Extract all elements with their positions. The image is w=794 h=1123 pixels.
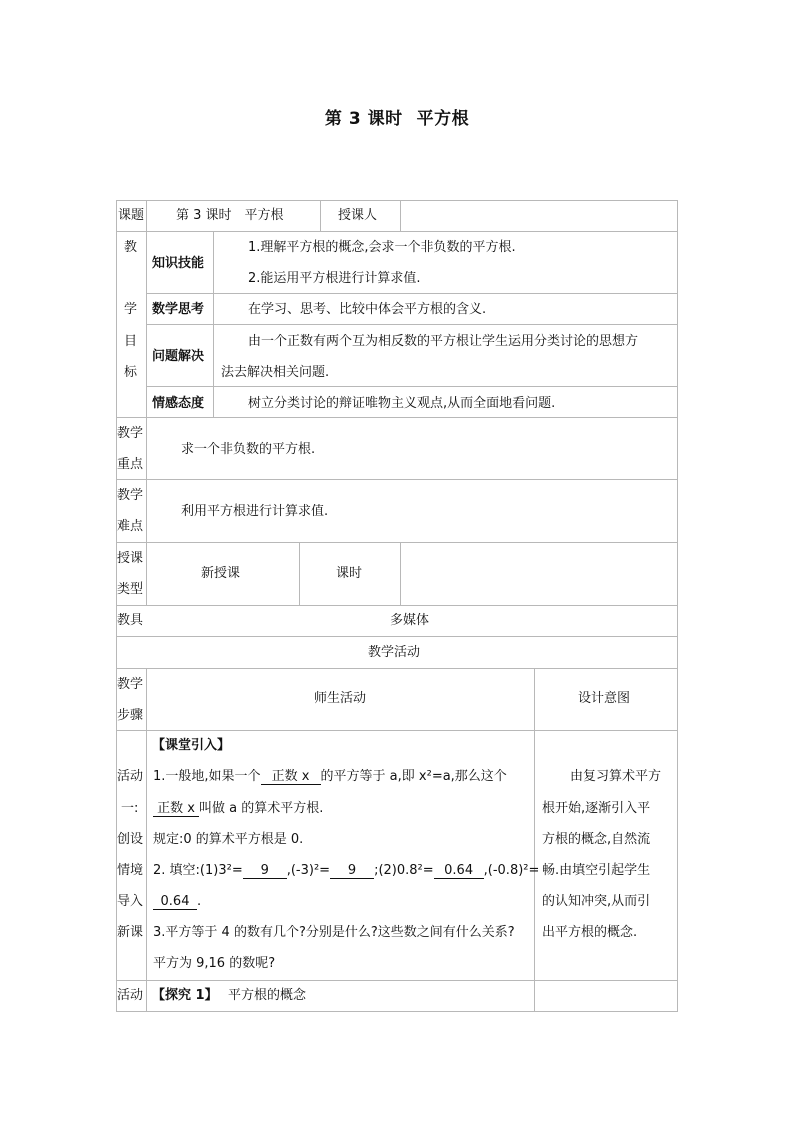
activity1-line-6: 3.平方等于 4 的数有几个?分别是什么?这些数之间有什么关系? [153, 925, 515, 940]
blank-answer-2: 9 [330, 864, 374, 879]
blank-answer-3: 0.64 [434, 864, 484, 879]
activity1-line-4 [153, 863, 539, 879]
activity1-line-1 [153, 769, 507, 785]
thinking-label: 数学思考 [152, 302, 205, 317]
steps-label-2: 步骤 [117, 708, 144, 723]
difficulty-text: 利用平方根进行计算求值. [181, 504, 329, 519]
title-lesson: 第 3 课时 [324, 109, 403, 129]
steps-label-1: 教学 [117, 677, 144, 692]
fill-1-prefix: 2. 填空:(1)3²= [153, 863, 243, 878]
problem-line-1: 由一个正数有两个互为相反数的平方根让学生运用分类讨论的思想方 [248, 334, 639, 349]
attitude-label: 情感态度 [152, 396, 205, 411]
difficulty-label-2: 难点 [117, 519, 144, 534]
blank-answer-4: 0.64 [153, 895, 197, 910]
course-type-value: 新授课 [201, 566, 241, 581]
activity2-heading: 【探究 1】 [152, 988, 218, 1003]
hours-label: 课时 [336, 566, 363, 581]
activity1-line-5 [153, 894, 201, 910]
activity1-line-2 [153, 801, 323, 817]
blank-positive-x-2: 正数 x [153, 802, 199, 817]
activity2-step: 活动 [117, 988, 144, 1003]
activity1-line-7: 平方为 9,16 的数呢? [153, 956, 276, 971]
problem-line-2: 法去解决相关问题. [221, 365, 330, 380]
design-line-1: 由复习算术平方 [570, 769, 662, 784]
goals-label-2: 学 [124, 302, 138, 317]
blank-positive-x: 正数 x [261, 770, 321, 785]
topic-value: 第 3 课时 平方根 [176, 208, 284, 223]
knowledge-line-1: 1.理解平方根的概念,会求一个非负数的平方根. [248, 240, 516, 255]
design-line-2: 根开始,逐渐引入平 [542, 801, 651, 816]
design-line-3: 方根的概念,自然流 [542, 832, 651, 847]
fill-3-prefix: ;(2)0.8²= [374, 863, 434, 878]
knowledge-label: 知识技能 [152, 256, 205, 271]
teacher-student-header: 师生活动 [314, 691, 367, 706]
design-line-4: 畅.由填空引起学生 [542, 863, 651, 878]
line2-suffix: 叫做 a 的算术平方根. [199, 801, 324, 816]
key-point-text: 求一个非负数的平方根. [181, 442, 316, 457]
knowledge-line-2: 2.能运用平方根进行计算求值. [248, 271, 421, 286]
activity1-step-1: 活动 [117, 769, 144, 784]
activity2-topic: 平方根的概念 [228, 988, 307, 1003]
line1-prefix: 1.一般地,如果一个 [153, 769, 261, 784]
thinking-text: 在学习、思考、比较中体会平方根的含义. [248, 302, 487, 317]
problem-label: 问题解决 [152, 349, 205, 364]
activity1-step-2: 一: [121, 801, 139, 816]
goals-label-1: 教 [124, 240, 138, 255]
title-topic: 平方根 [416, 109, 470, 129]
fill-2-prefix: ,(-3)²= [286, 863, 331, 878]
line1-suffix: 的平方等于 a,即 x²=a,那么这个 [320, 769, 507, 784]
design-header: 设计意图 [578, 691, 631, 706]
activity1-step-5: 导入 [117, 894, 144, 909]
activity-header: 教学活动 [368, 645, 421, 660]
goals-label-4: 标 [124, 365, 138, 380]
activity1-step-3: 创设 [117, 832, 144, 847]
design-line-6: 出平方根的概念. [542, 925, 638, 940]
course-type-label-2: 类型 [117, 582, 144, 597]
line5-end: . [197, 894, 202, 909]
course-type-label-1: 授课 [117, 551, 144, 566]
blank-answer-1: 9 [243, 864, 287, 879]
key-point-label-1: 教学 [117, 426, 144, 441]
activity1-heading: 【课堂引入】 [152, 738, 231, 753]
label-topic: 课题 [118, 208, 145, 223]
tools-label: 教具 [117, 613, 144, 628]
difficulty-label-1: 教学 [117, 488, 144, 503]
label-teacher: 授课人 [338, 208, 378, 223]
tools-value: 多媒体 [390, 613, 430, 628]
activity1-line-3: 规定:0 的算术平方根是 0. [153, 832, 304, 847]
key-point-label-2: 重点 [117, 457, 144, 472]
page-title [0, 104, 794, 129]
activity1-step-6: 新课 [117, 925, 144, 940]
fill-4-prefix: ,(-0.8)²= [483, 863, 540, 878]
design-line-5: 的认知冲突,从而引 [542, 894, 651, 909]
attitude-text: 树立分类讨论的辩证唯物主义观点,从而全面地看问题. [248, 396, 556, 411]
goals-label-3: 目 [124, 334, 138, 349]
activity1-step-4: 情境 [117, 863, 144, 878]
